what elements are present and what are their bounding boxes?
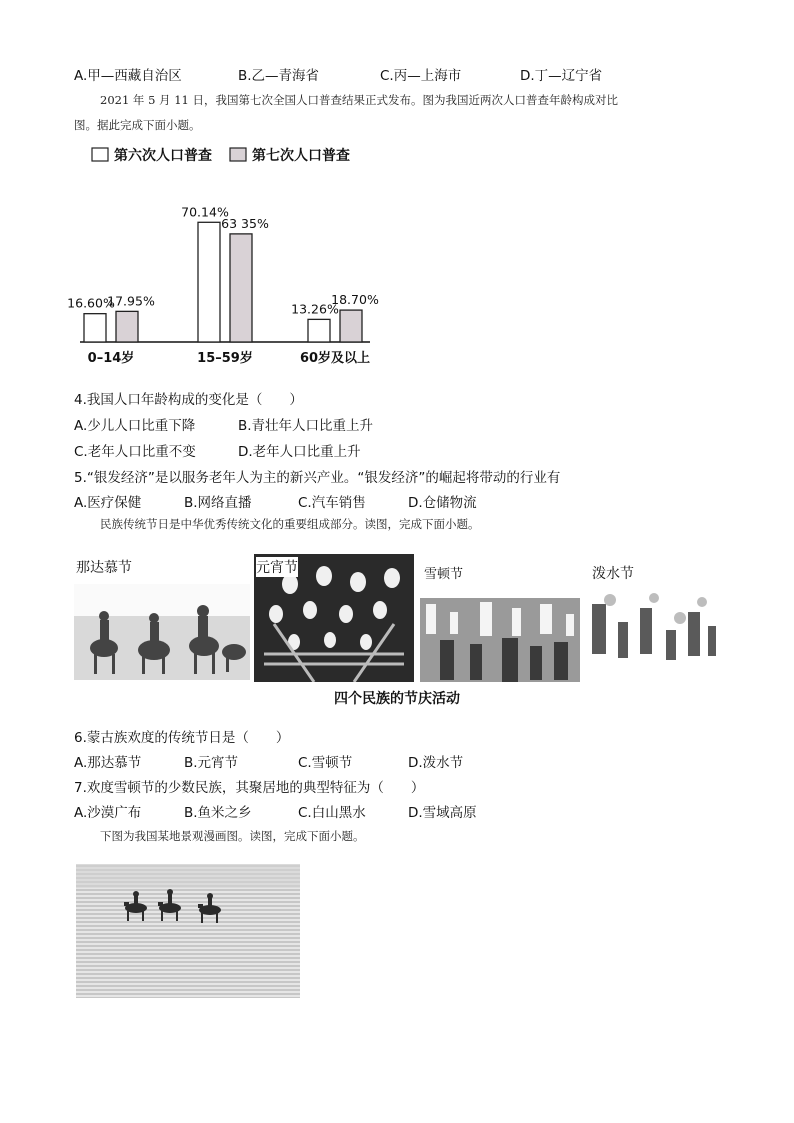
label-water-splashing: 泼水节 bbox=[592, 566, 634, 582]
q4-option-b: B.青壮年人口比重上升 bbox=[238, 418, 374, 434]
bar bbox=[198, 222, 220, 342]
data-label: 17.95% bbox=[107, 293, 155, 309]
bar bbox=[340, 310, 362, 342]
legend-swatch bbox=[92, 148, 108, 161]
q4-option-d: D.老年人口比重上升 bbox=[238, 444, 361, 460]
census-age-chart bbox=[67, 142, 380, 372]
question-5-stem: 5.“银发经济”是以服务老年人为主的新兴产业。“银发经济”的崛起将带动的行业有 bbox=[74, 470, 561, 486]
q6-option-d: D.泼水节 bbox=[408, 755, 464, 771]
data-label: 16.60% bbox=[67, 295, 115, 311]
census-intro-line-2: 图。据此完成下面小题。 bbox=[74, 118, 201, 132]
option-b: B.乙—青海省 bbox=[238, 68, 320, 84]
q6-option-c: C.雪顿节 bbox=[298, 755, 353, 771]
option-d: D.丁—辽宁省 bbox=[520, 68, 603, 84]
q5-option-c: C.汽车销售 bbox=[298, 495, 366, 511]
legend-label: 第六次人口普查 bbox=[114, 148, 212, 164]
question-7-stem: 7.欢度雪顿节的少数民族，其聚居地的典型特征为（ ） bbox=[74, 780, 425, 796]
label-shoton: 雪顿节 bbox=[424, 567, 464, 582]
data-label: 70.14% bbox=[181, 204, 229, 220]
q7-option-a: A.沙漠广布 bbox=[74, 805, 142, 821]
data-label: 18.70% bbox=[331, 292, 379, 308]
bar bbox=[84, 314, 106, 342]
landscape-cartoon bbox=[76, 864, 300, 998]
festival-intro: 民族传统节日是中华优秀传统文化的重要组成部分。读图，完成下面小题。 bbox=[100, 517, 480, 531]
question-6-stem: 6.蒙古族欢度的传统节日是（ ） bbox=[74, 730, 290, 746]
label-naadam: 那达慕节 bbox=[76, 560, 132, 576]
q7-option-c: C.白山黑水 bbox=[298, 805, 366, 821]
festival-caption: 四个民族的节庆活动 bbox=[334, 691, 460, 707]
legend-label: 第七次人口普查 bbox=[252, 148, 350, 164]
bar bbox=[116, 311, 138, 342]
landscape-intro: 下图为我国某地景观漫画图。读图，完成下面小题。 bbox=[100, 829, 365, 843]
category-label: 15–59岁 bbox=[197, 351, 253, 366]
q5-option-d: D.仓储物流 bbox=[408, 495, 477, 511]
q5-option-a: A.医疗保健 bbox=[74, 495, 142, 511]
legend-swatch bbox=[230, 148, 246, 161]
q7-option-b: B.鱼米之乡 bbox=[184, 805, 252, 821]
data-label: 13.26% bbox=[291, 301, 339, 317]
data-label: 63 35% bbox=[221, 215, 269, 231]
option-c: C.丙—上海市 bbox=[380, 68, 462, 84]
question-4-stem: 4.我国人口年龄构成的变化是（ ） bbox=[74, 392, 303, 408]
census-intro-line-1: 2021 年 5 月 11 日，我国第七次全国人口普查结果正式发布。图为我国近两次人口普查年龄构成对比 bbox=[100, 93, 618, 107]
category-label: 0–14岁 bbox=[87, 351, 135, 366]
q5-option-b: B.网络直播 bbox=[184, 495, 252, 511]
category-label: 60岁及以上 bbox=[299, 351, 371, 366]
q7-option-d: D.雪域高原 bbox=[408, 805, 477, 821]
bar bbox=[230, 234, 252, 342]
option-a: A.甲—西藏自治区 bbox=[74, 68, 182, 84]
q4-option-a: A.少儿人口比重下降 bbox=[74, 418, 196, 434]
q6-option-a: A.那达慕节 bbox=[74, 755, 142, 771]
q6-option-b: B.元宵节 bbox=[184, 755, 239, 771]
bar bbox=[308, 319, 330, 342]
q4-option-c: C.老年人口比重不变 bbox=[74, 444, 196, 460]
label-lantern: 元宵节 bbox=[256, 557, 298, 577]
